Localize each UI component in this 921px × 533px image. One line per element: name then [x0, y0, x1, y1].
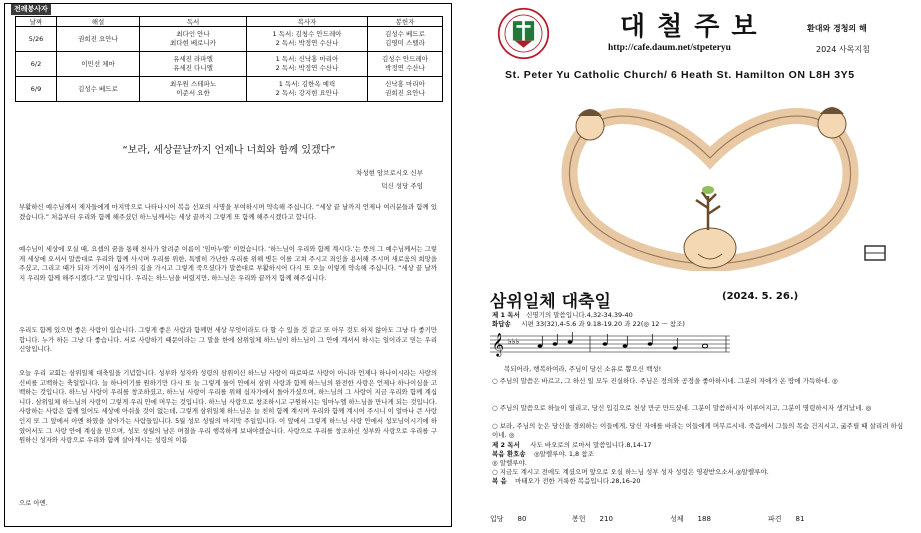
hymn-item [768, 514, 804, 524]
header-servers: 독서 [140, 17, 247, 27]
duty-table-row [16, 27, 443, 52]
svg-text:♭♭♭: ♭♭♭ [508, 337, 520, 346]
acclamation-text: ◎알렐루야. 1,8 참조 [533, 450, 594, 458]
svg-text:𝄞: 𝄞 [492, 332, 504, 356]
homily-paragraph-2: 예수님이 세상에 오실 때, 요셉의 꿈을 통해 천사가 알려준 이름이 ‘임마누엘’ 이었습니다. ‘하느님이 우리와 함께 계시다.’는 뜻의 그 예수님께서는 그렇게 세상에 오셔서 말씀대로 우리와 함께 사시며 우리를 위한, 특별히 가난한 우리를 위해 병든 이를 고쳐 주시고 죄인을 용서해 주시며 새로움의 희망을 주셨고, 그리고 때가 되자 기꺼이 십자가의 길을 가시고 그렇게 죽으셨다가 말씀대로 부활하시어 다시 또 오늘 이렇게 약속해 주십니다. “세상 끝 날까지 우리와 함께 해주시겠다.”고 말입니다. 우리는 하느님을 버렸지만, 하느님은 우리와 끝까지 함께 해주십니다. [19, 245, 437, 282]
gospel-acclamation [492, 450, 907, 459]
pastoral-motto: 환대와 경청의 해 [807, 24, 867, 33]
psalm-verse-2: ○ 주님의 말씀으로 하늘이 열리고, 당신 입김으로 천상 만군 만드셨네. 그분이 말씀하시자 이루어지고, 그분이 명령하시자 생겨났네. ◎ [492, 404, 872, 412]
homily-author: 차성현 암브로시오 신부 [356, 169, 423, 177]
duty-table-cell: 권희진 요안나 [57, 27, 140, 52]
first-reading [492, 311, 907, 320]
header-date: 날짜 [16, 17, 57, 27]
header-offertory: 봉헌자 [368, 17, 443, 27]
pastoral-year: 2024 사목지침 [816, 45, 870, 54]
second-reading [492, 441, 907, 450]
duty-table-cell: 김성수 안드레아 박정연 수산나 [368, 52, 443, 77]
hymn-label: 입당 [490, 515, 504, 523]
gospel [492, 477, 907, 486]
hymn-label: 성체 [670, 515, 684, 523]
trinity-illustration [520, 96, 902, 271]
duty-table-cell: 김성수 베드로 김영미 스텔라 [368, 27, 443, 52]
acclamation-line-1: ◎ 알렐루야. [492, 459, 527, 467]
hymn-number: 80 [517, 515, 527, 523]
hymn-label: 파견 [768, 515, 782, 523]
psalm-text: 시편 33(32),4-5.6 과 9.18-19.20 과 22(◎ 12 ㅡ 참조) [521, 320, 685, 328]
psalm-music-staff [490, 331, 730, 357]
duty-table [15, 16, 443, 102]
gospel-text: 마태오가 전한 거룩한 복음입니다.28,16-20 [515, 477, 641, 485]
duty-table-cell: 6/2 [16, 52, 57, 77]
left-page [4, 3, 452, 527]
psalm-label: 화답송 [492, 320, 511, 328]
duty-table-cell: 1 독서: 김한옥 예릭 2 독서: 강지현 요안나 [247, 77, 368, 102]
duty-table-cell: 6/9 [16, 77, 57, 102]
psalm-verse-1: ○ 주님의 말씀은 바르고, 그 하신 일 모두 진실하다. 주님은 정의와 공정을 좋아하시네. 그분의 자애가 온 땅에 가득하네. ◎ [492, 377, 838, 385]
duty-table-cell: 신낙홍 마리아 권희진 요안나 [368, 77, 443, 102]
first-reading-label: 제 1 독서 [492, 311, 520, 319]
second-reading-text: 사도 바오로의 로마서 말씀입니다.8,14-17 [530, 441, 652, 449]
hymn-number: 210 [599, 515, 613, 523]
hymn-label: 봉헌 [572, 515, 586, 523]
duty-table-cell: 1 독서: 신낙홍 마리아 2 독서: 박정연 수산나 [247, 52, 368, 77]
psalm [492, 320, 907, 329]
psalm-lyric: 복되어라, 행복하여라, 주님이 당신 소유로 뽑으신 백성! [504, 365, 662, 373]
duty-table-title: 전례봉사자 [11, 4, 51, 15]
acclamation-label: 복음 환호송 [492, 450, 526, 458]
duty-table-row [16, 77, 443, 102]
gospel-label: 복 음 [492, 477, 507, 485]
hymn-item [670, 514, 711, 524]
feast-title: 삼위일체 대축일 [490, 292, 611, 312]
duty-table-cell: 최다인 안나 최다현 베로니카 [140, 27, 247, 52]
bulletin-title: 대철주보 [620, 12, 769, 42]
psalm-verse-3: ○ 보라, 주님의 눈은 당신을 경외하는 이들에게, 당신 자애를 바라는 이들에게 머무르시네. 죽음에서 그들의 목숨 건지시고, 굶주릴 때 살리려 하심이네. ◎ [492, 422, 904, 439]
duty-table-header [16, 17, 443, 27]
first-reading-text: 신명기의 말씀입니다.4,32-34.39-40 [526, 311, 633, 319]
hymn-item [572, 514, 613, 524]
duty-table-cell: 최우원 스테파노 이준서 요한 [140, 77, 247, 102]
header-commentary: 해설 [57, 17, 140, 27]
duty-table-cell: 김성수 베드로 [57, 77, 140, 102]
duty-table-cell: 5/26 [16, 27, 57, 52]
church-logo [497, 7, 550, 60]
second-reading-label: 제 2 독서 [492, 441, 520, 449]
header-readers: 복사자 [247, 17, 368, 27]
hymn-number: 188 [697, 515, 711, 523]
homily-parish: 덕신 성당 주임 [381, 182, 423, 190]
duty-table-cell: 유세진 라파엘 유세진 다니엘 [140, 52, 247, 77]
homily-paragraph-4: 오늘 우리 교회는 삼위일체 대축일을 기념합니다. 성부와 성자와 성령의 삼위이신 하느님 사랑이 따로따로 사랑이 아니라 언제나 하나이시라는 사랑의 신비를 고백하는 축일입니다. 늘 하나이기를 원하기만 다시 또 늘 그렇게 둘이 안에서 삼위 사랑과 함께 하느님의 완전한 사랑은 언제나 하나이심을 고백하는 것입니다. 하느님 사랑이 우리를 창조하셨고, 하느님 사랑이 우리를 위해 십자가에서 돌아가셨으며, 하느님의 그 사랑이 지금 우리와 함께 계십니다. 삼위일체 하느님의 사랑이 그렇게 우리 안에 머무는 것입니다. 하느님 사랑으로 창조하시고 구원하시는 임마누엘 하느님을 만나게 되는 것입니다. 사랑하는 사람은 함께 있어도 세상에 아쉬울 것이 없는데, 그렇게 삼위일체 하느님은 늘 친히 함께 계시며 우리와 함께 계시어 주시니 이 얼마나 큰 사랑인지 또 그 앞에서 아멘 하였을 살아가는 사람들입니다. 5월 성모 성월의 마지막 주일입니다. 이 앞에서 그렇게 하느님 사랑 안에서 성모님이시기에 하였어서도 그 사랑 안에 계심을 믿으며, 성모 성월의 남은 며칠을 우리 행복하게 보내야겠습니다. 사랑으로 우리를 창조하신 성부와 사랑으로 우리를 구원하신 성자와 사랑으로 우리와 함께 살아계시는 성령의 이름 [19, 369, 437, 445]
church-address: St. Peter Yu Catholic Church/ 6 Heath St. Hamilton ON L8H 3Y5 [505, 69, 855, 81]
duty-table-cell: 이민선 체마 [57, 52, 140, 77]
hymn-number: 81 [795, 515, 805, 523]
feast-date: (2024. 5. 26.) [722, 291, 799, 302]
homily-quote: “보라, 세상끝날까지 언제나 너희와 함께 있겠다” [122, 145, 336, 156]
duty-table-cell: 1 독서: 김청수 안드레아 2 독서: 박정연 수산나 [247, 27, 368, 52]
homily-paragraph-5: 으로 아멘. [19, 499, 48, 507]
acclamation-line-2: ○ 지금도 계시고 전에도 계셨으며 앞으로 오실 하느님 성부 성자 성령은 영광받으소서.◎알렐루야. [492, 468, 769, 476]
duty-table-row [16, 52, 443, 77]
homily-paragraph-3: 우리도 함께 있으면 좋은 사람이 있습니다. 그렇게 좋은 사람과 함께면 세상 무엇이라도 다 할 수 있을 것 같고 또 아무 것도 하지 않아도 그냥 다 좋기만 합니다. 누가 하든 그냥 다 좋습니다. 서로 사랑하기 때문이라는 그 말을 한에 삼위일체 하느님이 하느님이 그 안에 계셔서 하시는 일이라고 믿는 우리 신앙입니다. [19, 326, 437, 354]
homily-paragraph-1: 부활하신 예수님께서 제자들에게 마지막으로 나타나시어 복음 선포의 사명을 부여하시며 약속해 주십니다. “세상 끝 날까지 언제나 여러분들과 함께 있겠습니다.” 처음부터 우리와 함께 해주셨던 하느님께서는 세상 끝까지 그렇게 또 함께 해주시겠다고 합니다. [19, 203, 437, 221]
cafe-url[interactable]: http://cafe.daum.net/stpeteryu [608, 43, 731, 53]
hymn-item [490, 514, 526, 524]
